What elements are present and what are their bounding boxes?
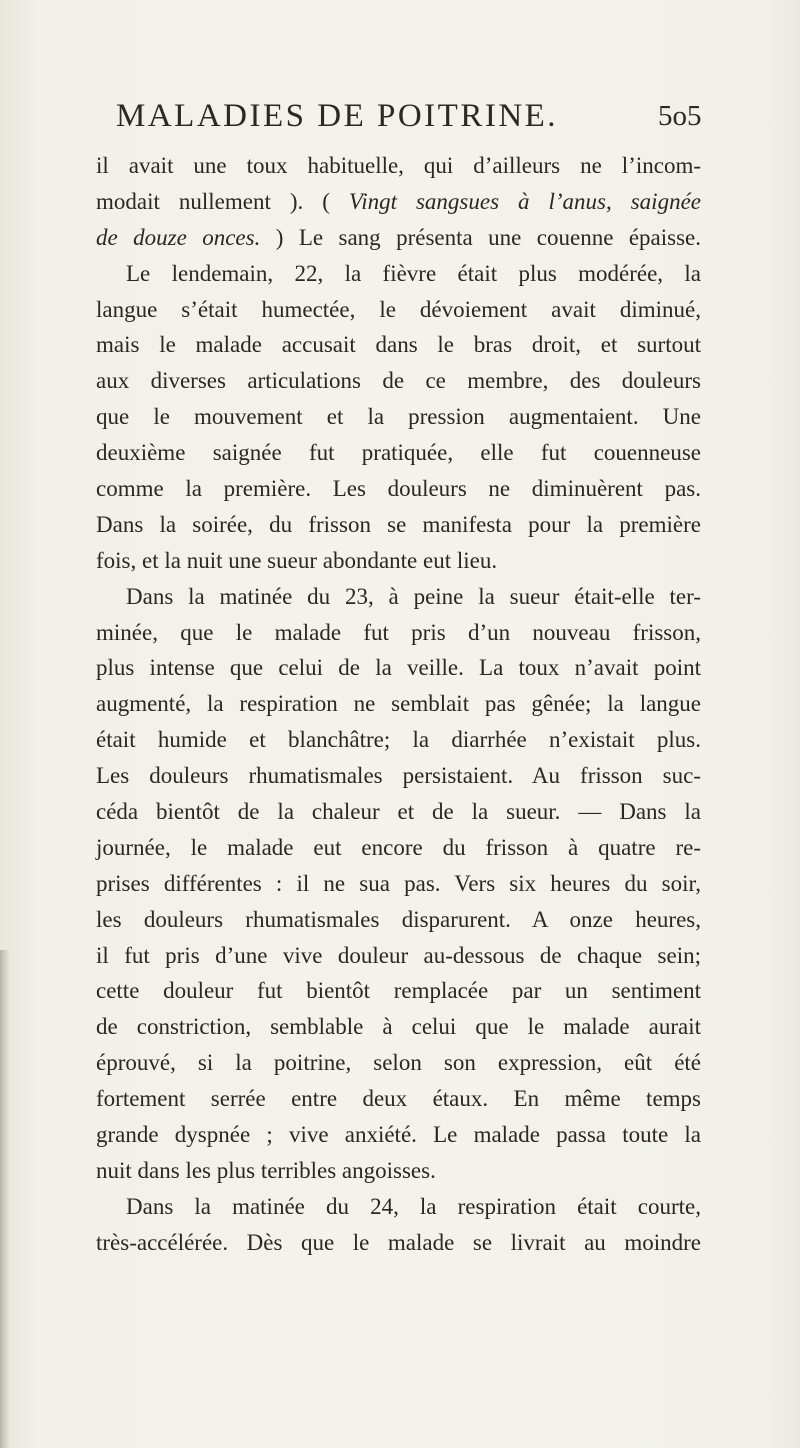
- text-line: langue s’était humectée, le dévoiement avait diminué,: [96, 296, 701, 322]
- text-line: les douleurs rhumatismales disparurent. A onze heures,: [96, 906, 701, 932]
- text-line: deuxième saignée fut pratiquée, elle fut couenneuse: [96, 440, 701, 466]
- text-line: Dans la soirée, du frisson se manifesta pour la première: [96, 511, 701, 537]
- text-line: [96, 184, 701, 220]
- text-line: cette douleur fut bientôt remplacée par un sentiment: [96, 978, 701, 1004]
- text-line-italic: Vingt sangsues à l’anus, saignée: [348, 188, 701, 214]
- text-line: il fut pris d’une vive douleur au-dessous de chaque sein;: [96, 942, 701, 968]
- text-line: Le lendemain, 22, la fièvre était plus modérée, la: [126, 260, 701, 286]
- text-line: plus intense que celui de la veille. La toux n’avait point: [96, 655, 701, 681]
- text-line: de constriction, semblable à celui que le malade aurait: [96, 1014, 701, 1040]
- running-head: [0, 96, 800, 136]
- page-gutter-shadow: [0, 950, 10, 1448]
- text-line: Dans la matinée du 23, à peine la sueur était-elle ter-: [126, 583, 701, 609]
- text-line: très-accélérée. Dès que le malade se livrait au moindre: [96, 1229, 701, 1255]
- text-line: Les douleurs rhumatismales persistaient. Au frisson suc-: [96, 763, 701, 789]
- body-text: [96, 148, 701, 1261]
- text-line: prises différentes : il ne sua pas. Vers six heures du soir,: [96, 870, 701, 896]
- text-line: que le mouvement et la pression augmentaient. Une: [96, 404, 701, 430]
- text-line: fois, et la nuit une sueur abondante eut lieu.: [96, 547, 498, 573]
- text-line: Dans la matinée du 24, la respiration était courte,: [126, 1193, 701, 1219]
- text-line: nuit dans les plus terribles angoisses.: [96, 1157, 436, 1183]
- text-line: mais le malade accusait dans le bras droit, et surtout: [96, 332, 701, 358]
- text-line: comme la première. Les douleurs ne diminuèrent pas.: [96, 476, 701, 502]
- text-line: augmenté, la respiration ne semblait pas gênée; la langue: [96, 691, 701, 717]
- text-line: était humide et blanchâtre; la diarrhée n’existait plus.: [96, 727, 701, 753]
- text-line: aux diverses articulations de ce membre, des douleurs: [96, 368, 701, 394]
- text-line-roman: modait nullement ). (: [96, 188, 349, 214]
- text-line: minée, que le malade fut pris d’un nouveau frisson,: [96, 619, 701, 645]
- text-line: fortement serrée entre deux étaux. En même temps: [96, 1086, 701, 1112]
- text-line: [96, 220, 701, 256]
- text-line: céda bientôt de la chaleur et de la sueur. — Dans la: [96, 799, 701, 825]
- text-line: il avait une toux habituelle, qui d’ailleurs ne l’incom-: [96, 153, 701, 178]
- running-title: MALADIES DE POITRINE.: [116, 98, 559, 134]
- text-line: grande dyspnée ; vive anxiété. Le malade passa toute la: [96, 1122, 701, 1148]
- text-line: journée, le malade eut encore du frisson à quatre re-: [96, 834, 701, 860]
- page-number: 5o5: [658, 100, 702, 132]
- text-line: éprouvé, si la poitrine, selon son expression, eût été: [96, 1050, 701, 1076]
- text-line-italic: de douze onces.: [96, 224, 261, 250]
- text-line-roman: ) Le sang présenta une couenne épaisse.: [260, 224, 701, 250]
